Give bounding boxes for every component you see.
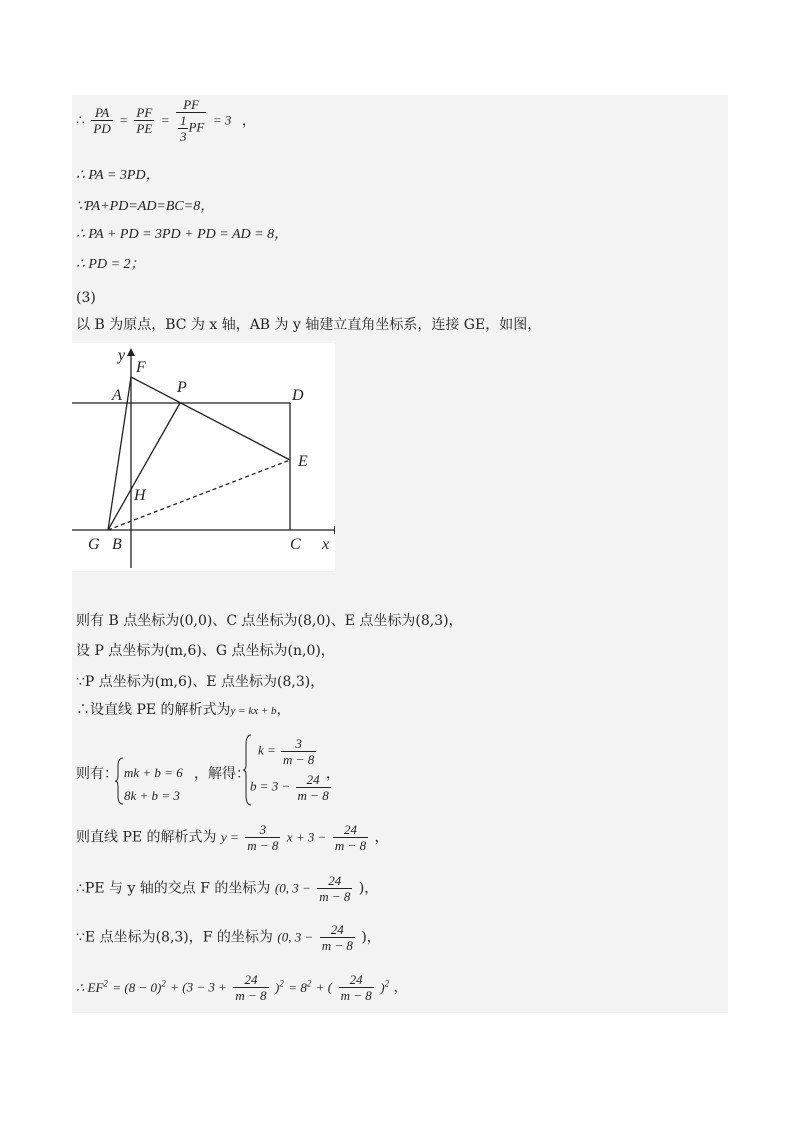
solution-b: b = 3 − $\frac{24}{m - 8}$	[250, 772, 329, 803]
label-a: A	[112, 387, 122, 404]
e-f-coordinates: ∵E 点坐标为(8,3)，F 的坐标为 (0, 3 − $\frac{24}{m - 8}$ )，	[76, 922, 381, 953]
therefore-symbol: ∴	[76, 112, 85, 129]
line-pg	[108, 403, 180, 530]
solution-comma: ，	[326, 766, 340, 782]
line-pd-2: ∴ PD = 2；	[76, 257, 145, 272]
f-coordinate: ∴PE 与 y 轴的交点 F 的坐标为 (0, 3 − $\frac{24}{m - 8}$ )，	[76, 873, 379, 904]
label-g: G	[88, 536, 100, 553]
line-pe-form: ∴设直线 PE 的解析式为y = kx + b，	[76, 702, 291, 718]
setup-sentence: 以 B 为原点，BC 为 x 轴，AB 为 y 轴建立直角坐标系，连接 GE，如图，	[76, 317, 542, 333]
line-pa-3pd: ∴ PA = 3PD，	[76, 168, 160, 183]
y-axis-arrow	[127, 348, 135, 356]
label-h: H	[134, 487, 146, 504]
label-d: D	[292, 387, 304, 404]
equation-mk-b: mk + b = 6	[124, 765, 183, 780]
coords-p-g: 设 P 点坐标为(m,6)、G 点坐标为(n,0)，	[76, 643, 335, 659]
label-p: P	[177, 379, 187, 396]
line-3pd-plus-pd: ∴ PA + PD = 3PD + PD = AD = 8，	[76, 227, 289, 242]
coords-p-e: ∵P 点坐标为(m,6)、E 点坐标为(8,3)，	[76, 674, 325, 690]
fraction-pa-pd: $\frac{PA}{PD}$	[93, 105, 111, 136]
label-e: E	[298, 453, 308, 470]
coords-bce: 则有 B 点坐标为(0,0)、C 点坐标为(8,0)、E 点坐标为(8,3)，	[76, 613, 463, 629]
fraction-pf-pe: $\frac{PF}{PE}$	[136, 105, 153, 136]
solve-label: ，解得：	[194, 766, 250, 782]
ratio-equation: ∴ $\frac{PA}{PD}$ = $\frac{PF}{PE}$ = PF $\frac{1}{3}$ PF = 3 ，	[76, 97, 256, 144]
figure-svg	[72, 343, 335, 571]
fraction-pf-third-pf: PF $\frac{1}{3}$ PF	[176, 97, 206, 144]
coordinate-figure	[72, 343, 335, 571]
ef-squared: ∴ $EF^2 = (8 - 0)^2 + (3 - 3$ + $\frac{24}{m - 8}$ )$^2 = 8^2$ + ( $\frac{24}{m - 8}$ )$^2$ ，	[76, 972, 408, 1003]
label-f: F	[136, 359, 146, 376]
part-3-label: (3)	[76, 290, 96, 306]
line-sum-ad: ∵PA+PD=AD=BC=8，	[76, 199, 215, 214]
label-y: y	[118, 347, 126, 364]
label-x: x	[322, 536, 330, 553]
solution-k: k = $\frac{3}{m - 8}$	[258, 736, 315, 767]
system-label: 则有：	[76, 766, 118, 782]
equation-8k-b: 8k + b = 3	[124, 788, 180, 803]
pe-equation: 则直线 PE 的解析式为 y = $\frac{3}{m - 8}$ x + 3 − $\frac{24}{m - 8}$ ，	[76, 822, 389, 853]
label-c: C	[290, 536, 301, 553]
label-b: B	[112, 536, 122, 553]
x-axis-arrow	[334, 526, 335, 534]
